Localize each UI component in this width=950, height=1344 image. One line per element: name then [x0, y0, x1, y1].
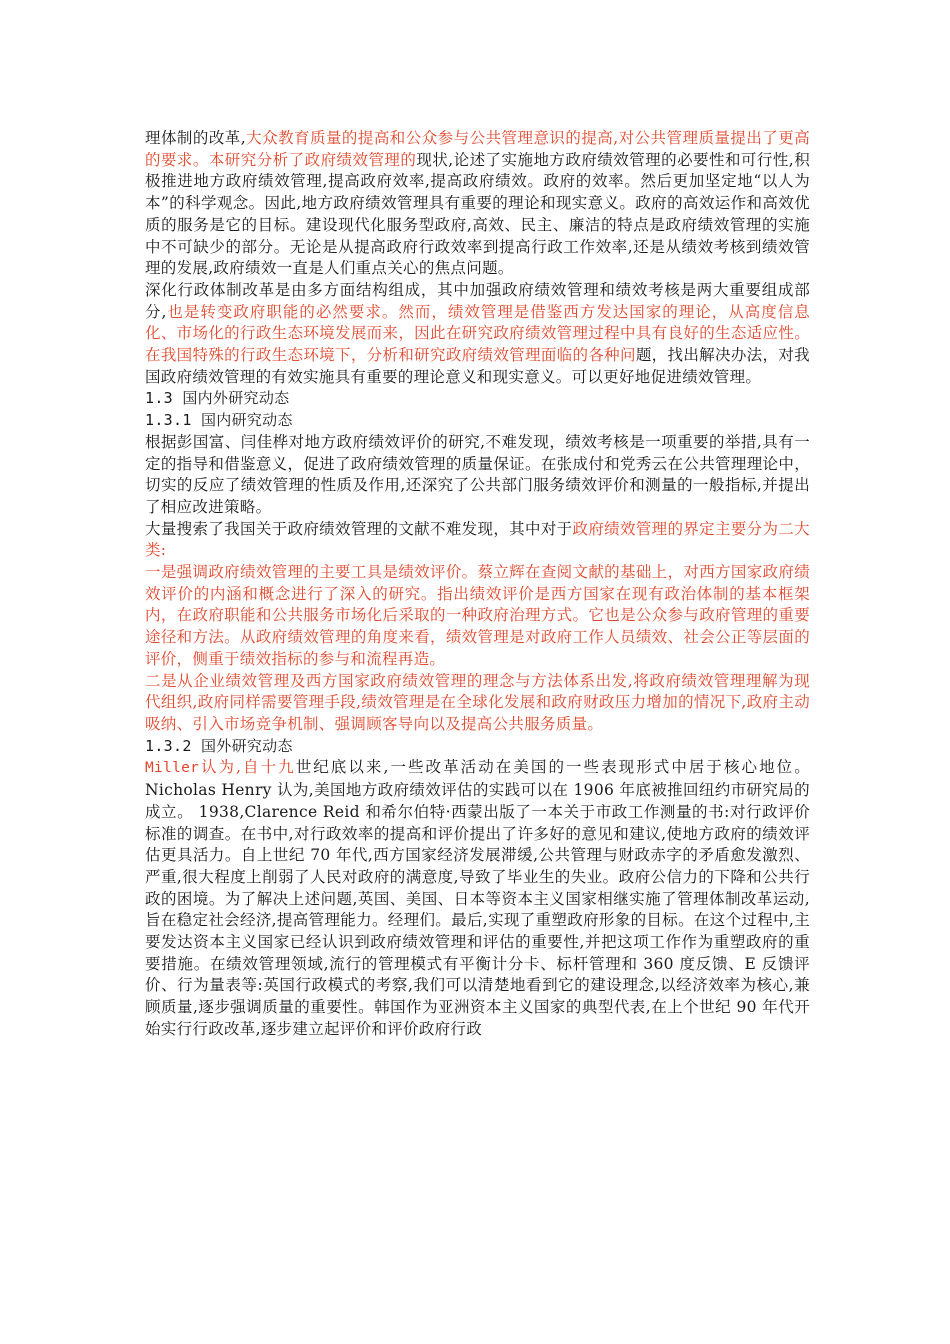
- section-heading-1-3-1: 1.3.1 国内研究动态: [145, 411, 293, 430]
- highlighted-text-run: 也是转变政府职能的必然要求。然而，绩效管理是借鉴西方发达国家的理论，从高度信息化、市场化的行政生态环境发展而来，因此在研究政府绩效管理过程中具有良好的生态适应性。在我国特殊的行政生态环境下，分析和研究政府绩效管理面临的各种问: [145, 302, 811, 365]
- paragraph-category-two: 二是从企业绩效管理及西方国家政府绩效管理的理念与方法体系出发,将政府绩效管理理解为现代组织,政府同样需要管理手段,绩效管理是在全球化发展和政府财政压力增加的情况下,政府主动吸纳、引入市场竞争机制、强调顾客导向以及提高公共服务质量。: [145, 671, 810, 733]
- highlighted-text-run: 认为,自十九: [199, 758, 296, 777]
- section-heading-1-3: 1.3 国内外研究动态: [145, 389, 290, 408]
- section-heading-1-3-2: 1.3.2 国外研究动态: [145, 736, 293, 755]
- paragraph-domestic-research: 根据彭国富、闫佳桦对地方政府绩效评价的研究,不难发现，绩效考核是一项重要的举措,具有一定的指导和借鉴意义，促进了政府绩效管理的质量保证。在张成付和党秀云在公共管理理论中，切实的反应了绩效管理的性质及作用,还深究了公共部门服务绩效评价和测量的一般指标,并提出了相应改进策略。: [145, 432, 810, 516]
- text-run: 世纪底以来,一些改革活动在美国的一些表现形式中居于核心地位。Nicholas Henry 认为,美国地方政府绩效评估的实践可以在 1906 年底被推回纽约市研究局的成立。 1938,Clarence Reid 和希尔伯特·西蒙出版了一本关于市政工作测量的书:对行政评价标准的调查。在书中,对行政效率的提高和评价提出了许多好的意见和建议,使地方政府的绩效评估更具活力。自上世纪 70 年代,西方国家经济发展滞缓,公共管理与财政赤字的矛盾愈发激烈、严重,很大程度上削弱了人民对政府的满意度,导致了毕业生的失业。政府公信力的下降和公共行政的困境。为了解决上述问题,英国、美国、日本等资本主义国家相继实施了管理体制改革运动,旨在稳定社会经济,提高管理能力。经理们。最后,实现了重塑政府形象的目标。在这个过程中,主要发达资本主义国家已经认识到政府绩效管理和评估的重要性,并把这项工作作为重塑政府的重要措施。在绩效管理领域,流行的管理模式有平衡计分卡、标杆管理和 360 度反馈、E 反馈评价、行为量表等:英国行政模式的考察,我们可以清楚地看到它的建设理念,以经济效率为核心,兼顾质量,逐步强调质量的重要性。韩国作为亚洲资本主义国家的典型代表,在上个世纪 90 年代开始实行行政改革,逐步建立起评价和评价政府行政: [145, 758, 810, 1038]
- highlighted-text-run: Miller: [145, 760, 200, 777]
- paragraph-foreign-research: [145, 757, 810, 1040]
- text-run: 现状,论述了实施地方政府绩效管理的必要性和可行性,积极推进地方政府绩效管理,提高政府效率,提高政府绩效。政府的效率。然后更加坚定地“以人为本”的科学观念。因此,地方政府绩效管理具有重要的理论和现实意义。政府的高效运作和高效优质的服务是它的目标。建设现代化服务型政府,高效、民主、廉洁的特点是政府绩效管理的实施中不可缺少的部分。无论是从提高政府行政效率到提高行政工作效率,还是从绩效考核到绩效管理的发展,政府绩效一直是人们重点关心的焦点问题。: [145, 150, 810, 278]
- text-run: 深化行政体制改革是由多方面结构组成，其中加强政府绩效管理和绩效考核是两大重要组成部分,: [145, 280, 810, 321]
- text-run: 题，找出解决办法，对我国政府绩效管理的有效实施具有重要的理论意义和现实意义。可以更好地促进绩效管理。: [145, 346, 810, 386]
- paragraph-category-one: 一是强调政府绩效管理的主要工具是绩效评价。蔡立辉在查阅文献的基础上，对西方国家政府绩效评价的内涵和概念进行了深入的研究。指出绩效评价是西方国家在现有政治体制的基本框架内，在政府职能和公共服务市场化后采取的一种政府治理方式。它也是公众参与政府管理的重要途径和方法。从政府绩效管理的角度来看，绩效管理是对政府工作人员绩效、社会公正等层面的评价，侧重于绩效指标的参与和流程再造。: [145, 563, 810, 668]
- highlighted-text-run: 政府绩效管理的界定主要分为二大类:: [145, 519, 810, 560]
- paragraph-reform-background: [145, 128, 810, 280]
- text-run: 理体制的改革,: [145, 129, 246, 147]
- paragraph-deepening-reform: [145, 280, 810, 389]
- paragraph-literature-survey: [145, 519, 810, 562]
- text-run: 大量搜索了我国关于政府绩效管理的文献不难发现，其中对于: [145, 519, 573, 538]
- document-page: [145, 128, 810, 1041]
- highlighted-text-run: 大众教育质量的提高和公众参与公共管理意识的提高,对公共管理质量提出了更高的要求。本研究分析了政府绩效管理的: [145, 129, 811, 169]
